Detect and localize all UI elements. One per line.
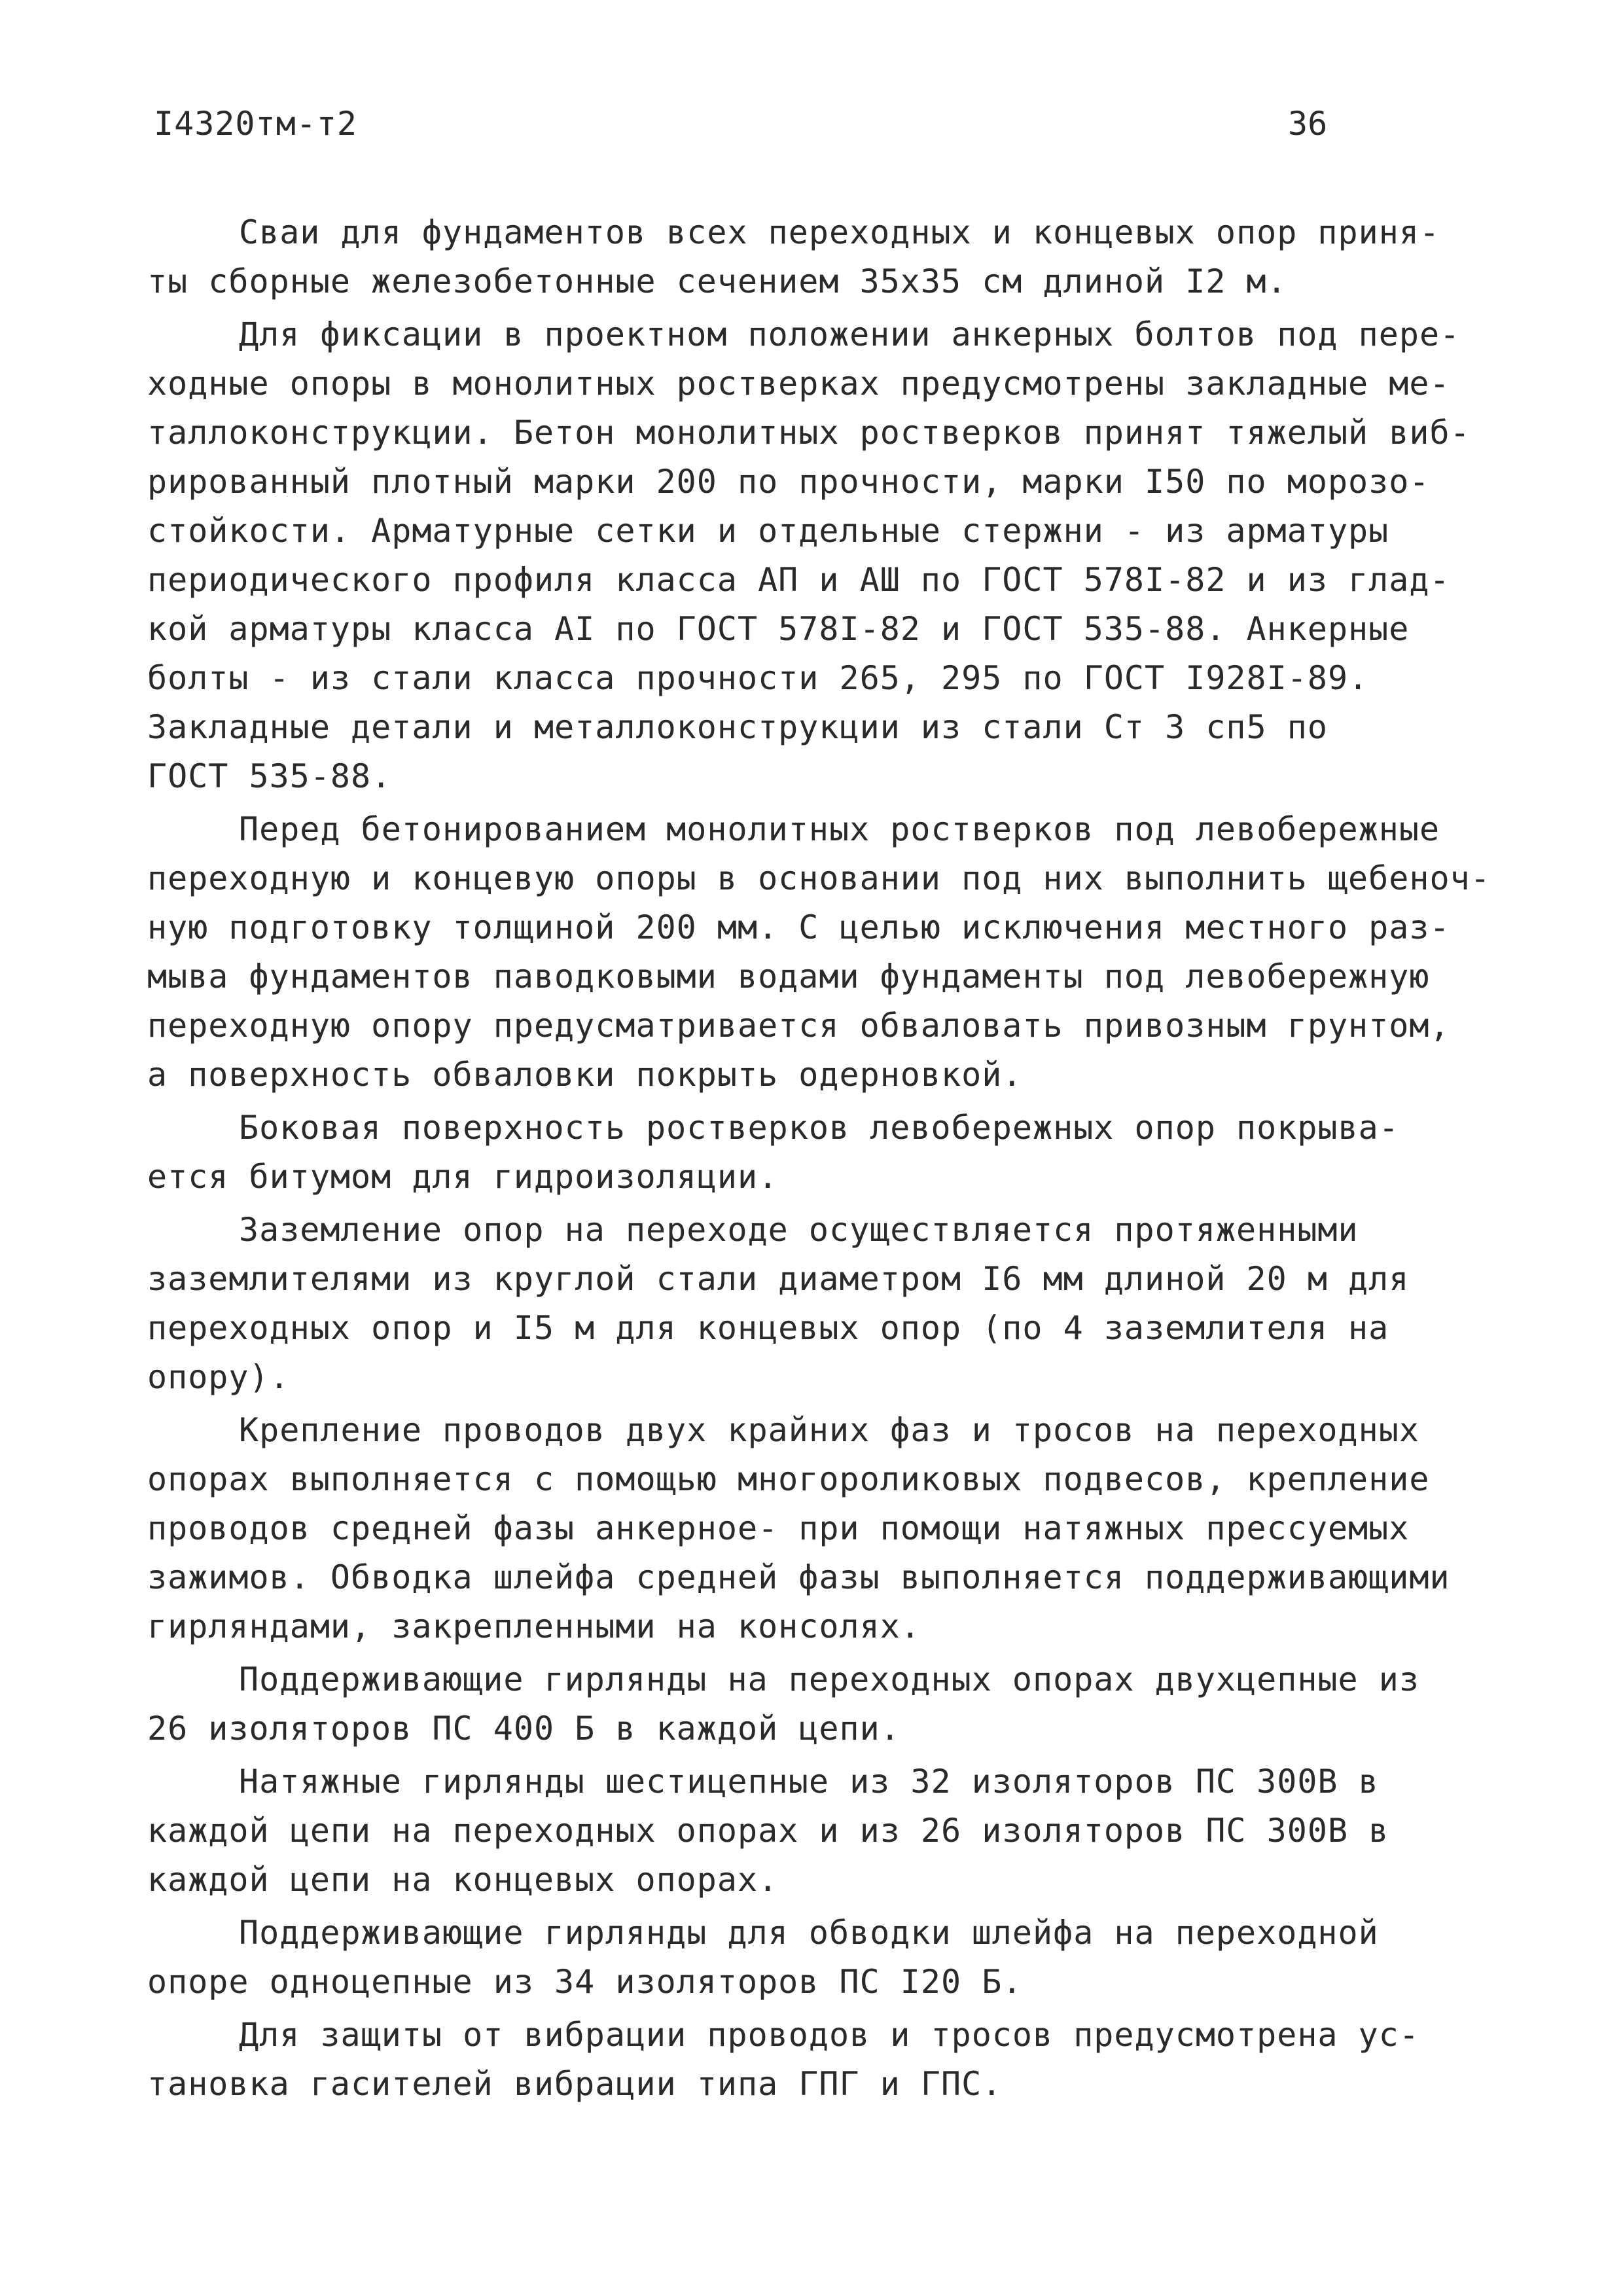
paragraph — [147, 1406, 1495, 1651]
text-line: ходные опоры в монолитных ростверках предусмотрены закладные ме- — [147, 365, 1450, 403]
text-line: ную подготовку толщиной 200 мм. С целью исключения местного раз- — [147, 908, 1450, 946]
document-code: I4320тм-т2 — [154, 105, 358, 143]
text-line: опорах выполняется с помощью многороликовых подвесов, крепление — [147, 1460, 1430, 1498]
text-line: мыва фундаментов паводковыми водами фундаменты под левобережную — [147, 958, 1430, 996]
text-line: Крепление проводов двух крайних фаз и тросов на переходных — [239, 1411, 1419, 1449]
paragraph — [147, 1206, 1495, 1402]
text-line: тановка гасителей вибрации типа ГПГ и ГПС. — [147, 2065, 1003, 2103]
text-line: ется битумом для гидроизоляции. — [147, 1158, 779, 1196]
text-line: Боковая поверхность ростверков левобережных опор покрыва- — [239, 1109, 1399, 1147]
text-line: ГОСТ 535-88. — [147, 757, 392, 795]
body-text — [147, 208, 1495, 2109]
text-line: Сваи для фундаментов всех переходных и концевых опор приня- — [239, 213, 1440, 251]
text-line: Для защиты от вибрации проводов и тросов предусмотрена ус- — [239, 2016, 1419, 2054]
page-number: 36 — [1288, 105, 1328, 143]
text-line: кой арматуры класса АI по ГОСТ 578I-82 и ГОСТ 535-88. Анкерные — [147, 610, 1410, 648]
text-line: а поверхность обваловки покрыть одерновкой. — [147, 1056, 1023, 1094]
paragraph — [147, 1909, 1495, 2007]
text-line: переходную опору предусматривается обваловать привозным грунтом, — [147, 1007, 1450, 1045]
text-line: Перед бетонированием монолитных ростверков под левобережные — [239, 810, 1440, 848]
text-line: каждой цепи на переходных опорах и из 26 изоляторов ПС 300В в — [147, 1812, 1389, 1850]
text-line: проводов средней фазы анкерное- при помощи натяжных прессуемых — [147, 1509, 1410, 1547]
text-line: каждой цепи на концевых опорах. — [147, 1861, 779, 1899]
text-line: Закладные детали и металлоконструкции из стали Ст 3 сп5 по — [147, 708, 1328, 746]
text-line: опору). — [147, 1358, 290, 1396]
text-line: гирляндами, закрепленными на консолях. — [147, 1607, 921, 1645]
paragraph — [147, 310, 1495, 801]
text-line: зажимов. Обводка шлейфа средней фазы выполняется поддерживающими — [147, 1558, 1450, 1596]
text-line: заземлителями из круглой стали диаметром I6 мм длиной 20 м для — [147, 1260, 1410, 1298]
text-line: болты - из стали класса прочности 265, 295 по ГОСТ I928I-89. — [147, 659, 1369, 697]
text-line: периодического профиля класса АП и АШ по ГОСТ 578I-82 и из глад- — [147, 561, 1450, 599]
paragraph — [147, 1757, 1495, 1905]
paragraph — [147, 1655, 1495, 1753]
text-line: Заземление опор на переходе осуществляется протяженными — [239, 1211, 1359, 1249]
text-line: Для фиксации в проектном положении анкерных болтов под пере- — [239, 315, 1461, 353]
text-line: Натяжные гирлянды шестицепные из 32 изоляторов ПС 300В в — [239, 1763, 1379, 1801]
paragraph — [147, 1103, 1495, 1202]
text-line: переходную и концевую опоры в основании под них выполнить щебеноч- — [147, 859, 1491, 897]
paragraph — [147, 2011, 1495, 2109]
text-line: стойкости. Арматурные сетки и отдельные стержни - из арматуры — [147, 512, 1389, 550]
paragraph — [147, 805, 1495, 1100]
text-line: Поддерживающие гирлянды для обводки шлейфа на переходной — [239, 1914, 1379, 1952]
text-line: Поддерживающие гирлянды на переходных опорах двухцепные из — [239, 1660, 1419, 1698]
paragraph — [147, 208, 1495, 306]
text-line: рированный плотный марки 200 по прочности, марки I50 по морозо- — [147, 463, 1430, 501]
text-line: 26 изоляторов ПС 400 Б в каждой цепи. — [147, 1710, 901, 1748]
text-line: ты сборные железобетонные сечением 35х35 см длиной I2 м. — [147, 262, 1287, 300]
text-line: опоре одноцепные из 34 изоляторов ПС I20 Б. — [147, 1963, 1023, 2001]
text-line: переходных опор и I5 м для концевых опор (по 4 заземлителя на — [147, 1309, 1389, 1347]
text-line: таллоконструкции. Бетон монолитных ростверков принят тяжелый виб- — [147, 414, 1471, 452]
